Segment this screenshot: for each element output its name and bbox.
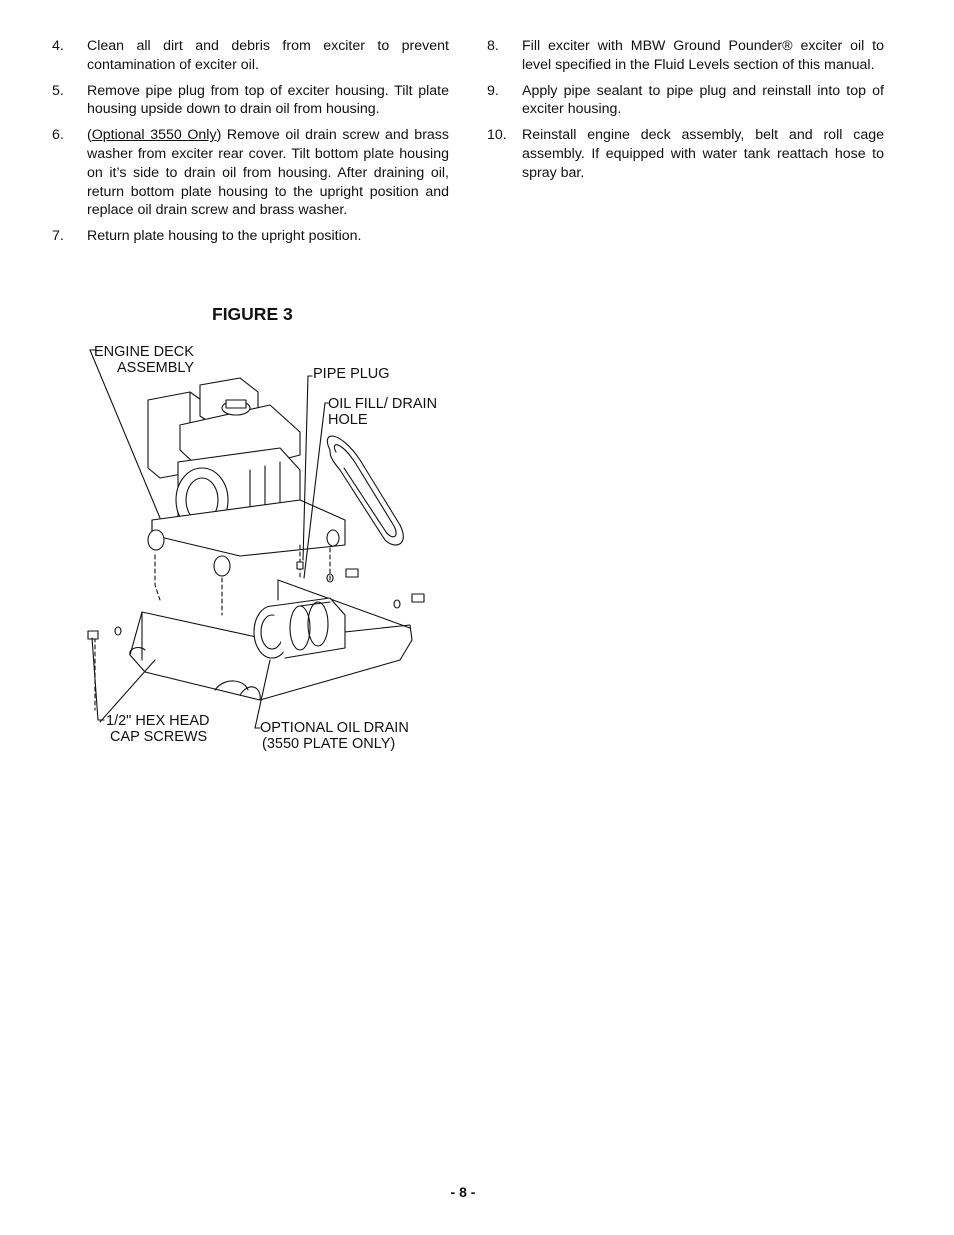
step-5	[52, 82, 449, 120]
figure-title: FIGURE 3	[212, 304, 293, 324]
step-9	[487, 82, 884, 120]
step-number: 4.	[52, 38, 64, 54]
label-engine-deck	[94, 345, 194, 376]
step-number: 5.	[52, 82, 64, 99]
label-optional-oil-drain	[260, 721, 409, 752]
step-text: Clean all dirt and debris from exciter to prevent contamination of exciter oil.	[87, 38, 449, 73]
step-number: 6.	[52, 127, 64, 144]
step-10	[487, 126, 884, 182]
optional-note: Optional 3550 Only	[91, 127, 217, 144]
label-line: ENGINE DECK	[94, 344, 194, 360]
label-line: HOLE	[328, 411, 368, 428]
step-number: 9.	[487, 82, 499, 99]
step-4	[52, 37, 449, 75]
label-line: OPTIONAL OIL DRAIN	[260, 720, 409, 736]
label-hex-head-cap-screws	[106, 714, 209, 745]
step-text: (Optional 3550 Only) Remove oil drain screw and brass washer from exciter rear cover. Tilt bottom plate housing on it’s side to drain oil from housing. After draining oil, return bottom plate housing to the upright position and replace oil drain screw and brass washer.	[87, 127, 449, 219]
step-number: 7.	[52, 228, 64, 245]
label-line: OIL FILL/ DRAIN	[328, 396, 438, 412]
right-column	[487, 37, 884, 190]
step-number: 10.	[487, 127, 507, 144]
step-8	[487, 37, 884, 75]
label-line: ASSEMBLY	[117, 359, 195, 376]
step-text: Reinstall engine deck assembly, belt and roll cage assembly. If equipped with water tank reattach hose to spray bar.	[522, 127, 884, 181]
label-oil-fill-drain-hole	[328, 397, 437, 428]
step-6	[52, 126, 449, 220]
step-text: Remove pipe plug from top of exciter housing. Tilt plate housing upside down to drain oil from housing.	[87, 82, 449, 118]
step-text-rest: ) Remove oil drain screw and brass washer from exciter rear cover. Tilt bottom plate housing on it’s side to drain oil from housing. After draining oil, return bottom plate housing to the upright position and replace oil drain screw and brass washer.	[87, 127, 449, 219]
label-line: CAP SCREWS	[110, 728, 208, 745]
step-text: Return plate housing to the upright position.	[87, 228, 362, 245]
step-7	[52, 227, 449, 246]
exciter-drawing	[254, 598, 345, 658]
step-number: 8.	[487, 38, 499, 54]
label-line: 1/2" HEX HEAD	[106, 713, 210, 729]
step-text: Apply pipe sealant to pipe plug and reinstall into top of exciter housing.	[522, 82, 884, 118]
label-pipe-plug: PIPE PLUG	[313, 366, 390, 382]
label-line: (3550 PLATE ONLY)	[262, 735, 396, 752]
step-text: Fill exciter with MBW Ground Pounder® exciter oil to level specified in the Fluid Levels section of this manual.	[522, 38, 884, 73]
page-number: - 8 -	[450, 1184, 476, 1200]
left-column	[52, 37, 449, 253]
